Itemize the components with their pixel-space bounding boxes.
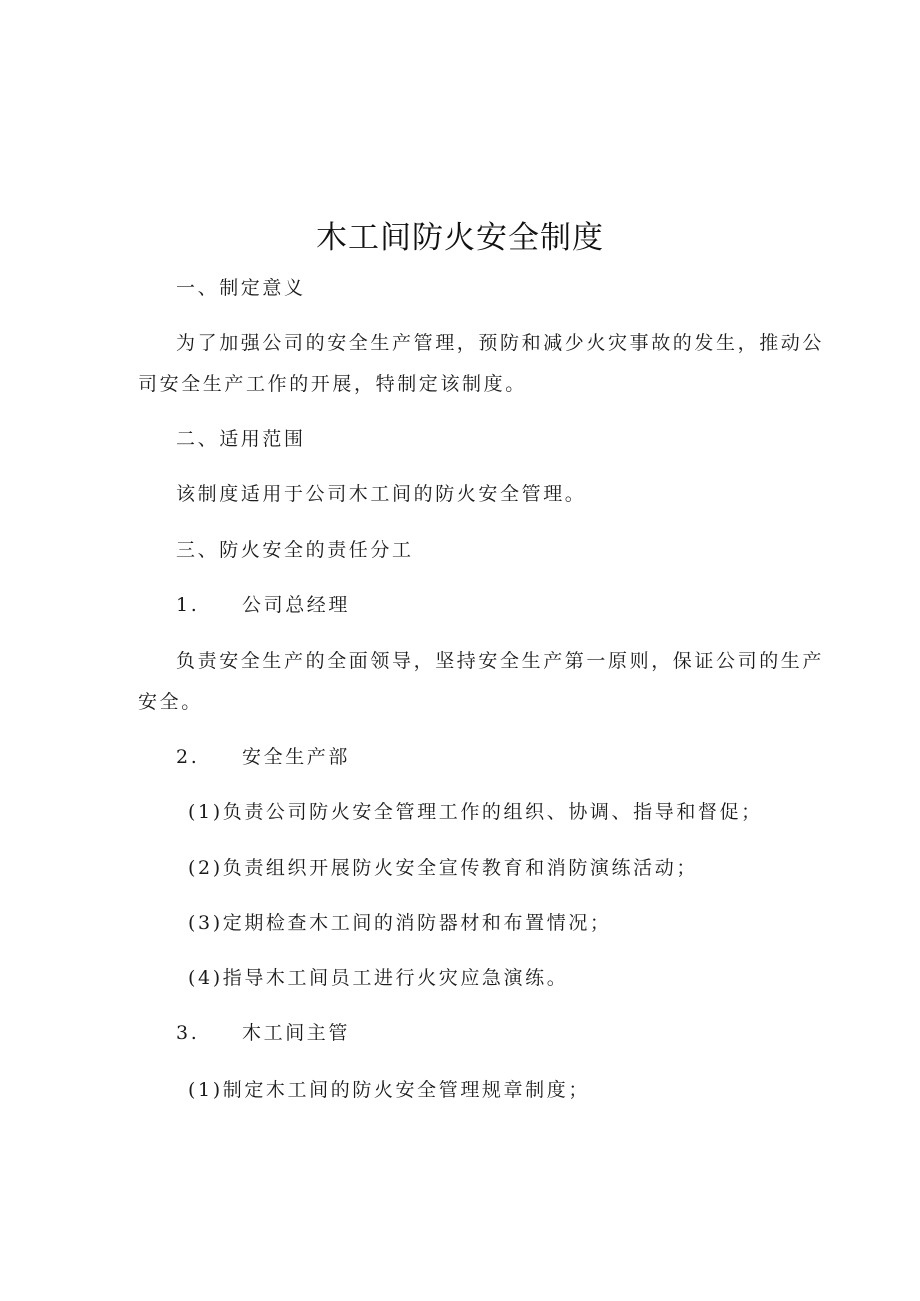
subsection-label: 公司总经理 <box>242 594 351 616</box>
subsection-number: 2. <box>176 746 200 768</box>
paragraph-meaning-line-2: 司安全生产工作的开展，特制定该制度。 <box>138 373 527 395</box>
subsection-heading-workshop-supervisor <box>176 1020 350 1046</box>
paragraph-gm-line-1: 负责安全生产的全面领导，坚持安全生产第一原则，保证公司的生产 <box>176 650 825 672</box>
subsection-label: 木工间主管 <box>242 1022 351 1044</box>
paragraph-meaning-line-1: 为了加强公司的安全生产管理，预防和减少火灾事故的发生，推动公 <box>176 332 825 354</box>
subsection-number: 1. <box>176 594 200 616</box>
paragraph-gm-line-2: 安全。 <box>138 691 203 713</box>
list-item: (1)制定木工间的防火安全管理规章制度； <box>188 1079 590 1101</box>
section-heading-responsibility: 三、防火安全的责任分工 <box>176 539 414 561</box>
list-item: (3)定期检查木工间的消防器材和布置情况； <box>188 912 612 934</box>
section-heading-scope: 二、适用范围 <box>176 428 306 450</box>
subsection-label: 安全生产部 <box>242 746 351 768</box>
subsection-heading-safety-dept <box>176 744 350 770</box>
paragraph-scope: 该制度适用于公司木工间的防火安全管理。 <box>176 483 587 505</box>
list-item: (2)负责组织开展防火安全宣传教育和消防演练活动； <box>188 857 698 879</box>
subsection-number: 3. <box>176 1022 200 1044</box>
list-item: (4)指导木工间员工进行火灾应急演练。 <box>188 967 569 989</box>
subsection-heading-gm <box>176 592 350 618</box>
section-heading-meaning: 一、制定意义 <box>176 277 306 299</box>
list-item: (1)负责公司防火安全管理工作的组织、协调、指导和督促； <box>188 801 763 823</box>
document-title: 木工间防火安全制度 <box>316 220 604 256</box>
